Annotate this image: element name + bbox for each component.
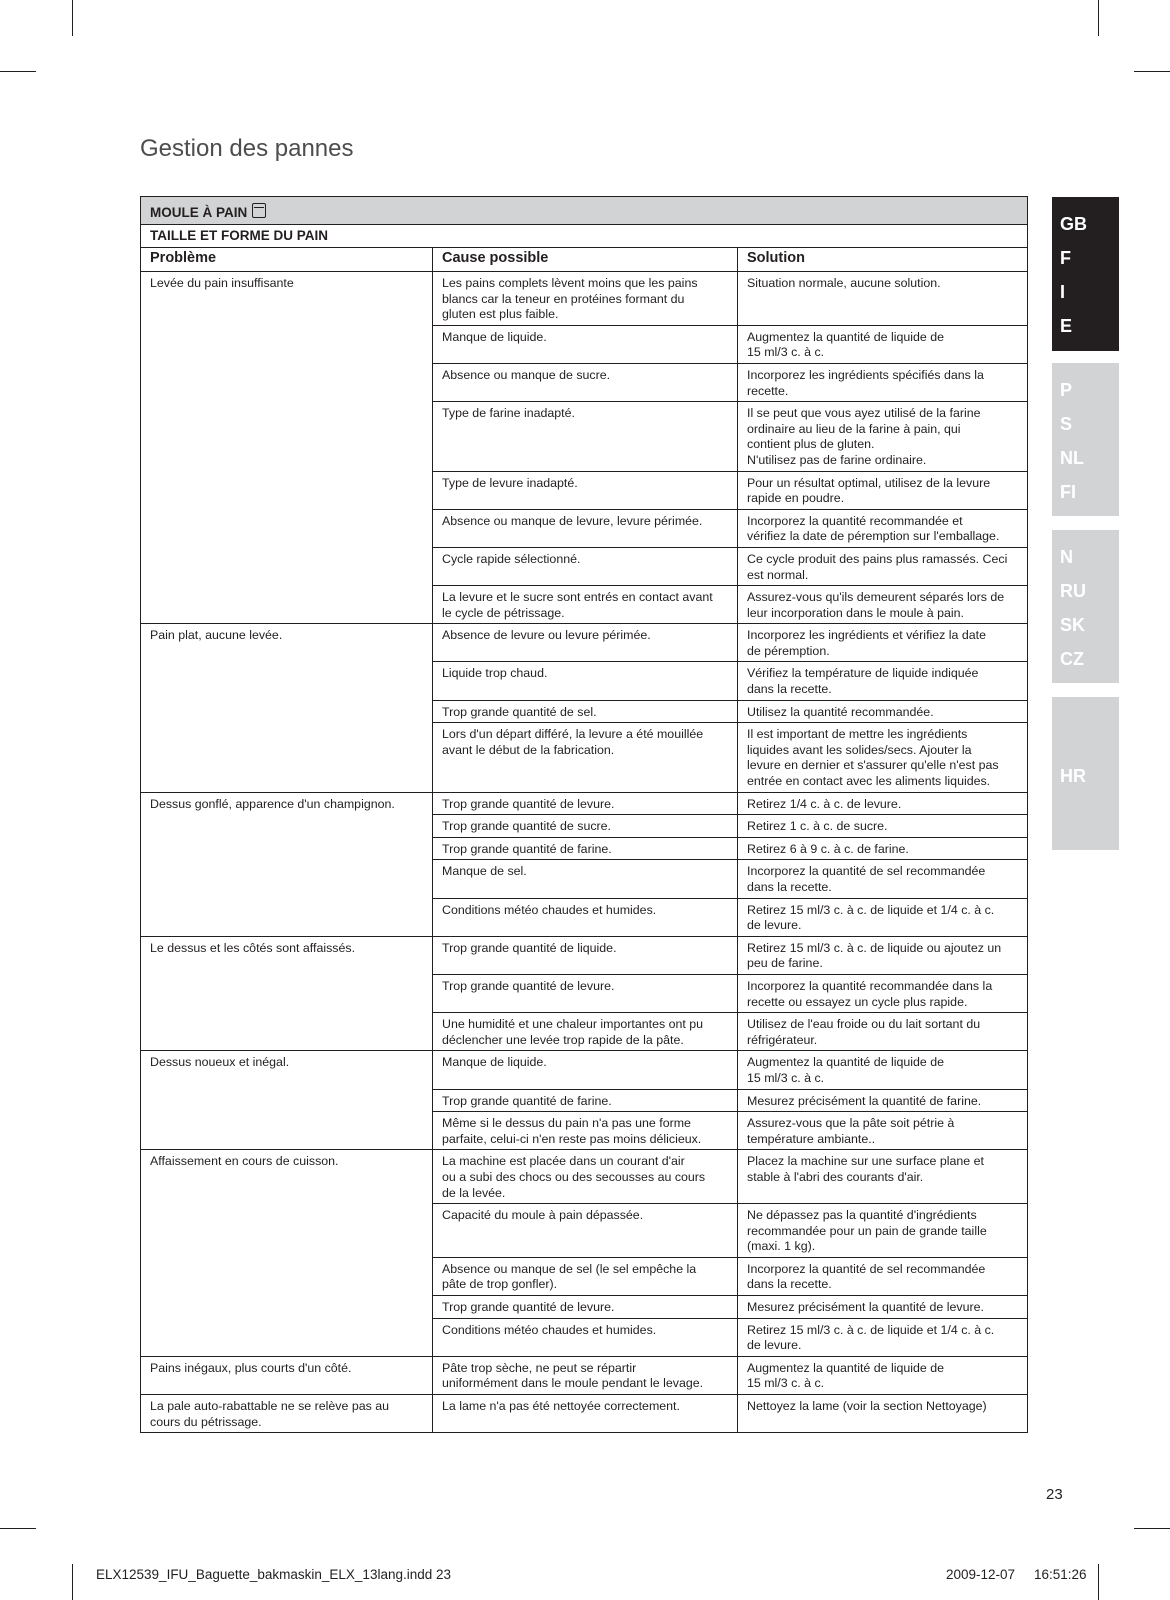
cause-cell: Lors d'un départ différé, la levure a été mouillée avant le début de la fabrication. — [433, 723, 738, 792]
table-body — [141, 272, 1028, 1433]
solution-cell: Incorporez la quantité de sel recommandée dans la recette. — [738, 860, 1028, 898]
cause-cell: Trop grande quantité de farine. — [433, 837, 738, 860]
table-row — [141, 272, 1028, 326]
language-code: N — [1060, 547, 1073, 567]
table-row — [141, 624, 1028, 662]
language-tab-group — [1052, 530, 1119, 683]
language-tab-group — [1052, 363, 1119, 516]
section-label: MOULE À PAIN — [150, 205, 248, 220]
problem-cell: La pale auto-rabattable ne se relève pas au cours du pétrissage. — [141, 1395, 433, 1433]
column-header-solution: Solution — [738, 248, 1028, 272]
solution-cell: Assurez-vous qu'ils demeurent séparés lors de leur incorporation dans le moule à pain. — [738, 586, 1028, 624]
solution-cell: Retirez 15 ml/3 c. à c. de liquide et 1/4 c. à c. de levure. — [738, 898, 1028, 936]
cause-cell: Liquide trop chaud. — [433, 662, 738, 700]
language-code: HR — [1060, 766, 1086, 786]
cause-cell: La machine est placée dans un courant d'air ou a subi des chocs ou des secousses au cours de la levée. — [433, 1150, 738, 1204]
table-row — [141, 1150, 1028, 1204]
subsection-header: TAILLE ET FORME DU PAIN — [141, 225, 1028, 248]
solution-cell: Placez la machine sur une surface plane et stable à l'abri des courants d'air. — [738, 1150, 1028, 1204]
crop-mark — [72, 1564, 73, 1600]
language-code: FI — [1060, 482, 1076, 502]
solution-cell: Mesurez précisément la quantité de farine. — [738, 1089, 1028, 1112]
solution-cell: Ce cycle produit des pains plus ramassés. Ceci est normal. — [738, 547, 1028, 585]
language-code: E — [1060, 316, 1073, 336]
solution-cell: Retirez 1 c. à c. de sucre. — [738, 815, 1028, 838]
cause-cell: Pâte trop sèche, ne peut se répartir uniformément dans le moule pendant le levage. — [433, 1356, 738, 1394]
solution-cell: Augmentez la quantité de liquide de 15 ml/3 c. à c. — [738, 325, 1028, 363]
problem-cell: Dessus gonflé, apparence d'un champignon. — [141, 792, 433, 936]
cause-cell: Absence de levure ou levure périmée. — [433, 624, 738, 662]
language-code: F — [1060, 248, 1071, 268]
cause-cell: Manque de liquide. — [433, 325, 738, 363]
column-header-cause: Cause possible — [433, 248, 738, 272]
language-code: GB — [1060, 214, 1087, 234]
solution-cell: Utilisez de l'eau froide ou du lait sortant du réfrigérateur. — [738, 1013, 1028, 1051]
cause-cell: Absence ou manque de sel (le sel empêche la pâte de trop gonfler). — [433, 1257, 738, 1295]
cause-cell: Manque de sel. — [433, 860, 738, 898]
solution-cell: Retirez 15 ml/3 c. à c. de liquide et 1/4 c. à c. de levure. — [738, 1318, 1028, 1356]
language-code: NL — [1060, 448, 1084, 468]
crop-mark — [1134, 71, 1170, 72]
solution-cell: Retirez 15 ml/3 c. à c. de liquide ou ajoutez un peu de farine. — [738, 936, 1028, 974]
solution-cell: Utilisez la quantité recommandée. — [738, 700, 1028, 723]
cause-cell: Les pains complets lèvent moins que les pains blancs car la teneur en protéines formant du gluten est plus faible. — [433, 272, 738, 326]
cause-cell: Trop grande quantité de levure. — [433, 1296, 738, 1319]
problem-cell: Levée du pain insuffisante — [141, 272, 433, 624]
solution-cell: Retirez 6 à 9 c. à c. de farine. — [738, 837, 1028, 860]
table-row — [141, 1356, 1028, 1394]
table-row — [141, 792, 1028, 815]
language-code: CZ — [1060, 649, 1084, 669]
cause-cell: Conditions météo chaudes et humides. — [433, 898, 738, 936]
language-code: SK — [1060, 615, 1086, 635]
cause-cell: Trop grande quantité de liquide. — [433, 936, 738, 974]
page-number: 23 — [1046, 1486, 1063, 1503]
problem-cell: Pains inégaux, plus courts d'un côté. — [141, 1356, 433, 1394]
crop-mark — [1134, 1528, 1170, 1529]
footer-date: 2009-12-07 — [946, 1567, 1016, 1582]
language-tab-group — [1052, 197, 1119, 351]
cause-cell: Trop grande quantité de sel. — [433, 700, 738, 723]
table-row — [141, 936, 1028, 974]
cause-cell: Type de farine inadapté. — [433, 402, 738, 471]
crop-mark — [0, 71, 36, 72]
crop-mark — [0, 1528, 36, 1529]
table-row — [141, 1051, 1028, 1089]
table-row — [141, 1395, 1028, 1433]
solution-cell: Incorporez la quantité recommandée dans la recette ou essayez un cycle plus rapide. — [738, 974, 1028, 1012]
page-title: Gestion des pannes — [140, 135, 354, 162]
problem-cell: Affaissement en cours de cuisson. — [141, 1150, 433, 1357]
solution-cell: Incorporez la quantité recommandée et vérifiez la date de péremption sur l'emballage. — [738, 509, 1028, 547]
cause-cell: Trop grande quantité de levure. — [433, 792, 738, 815]
bread-pan-icon — [252, 203, 266, 218]
crop-mark — [1098, 1564, 1099, 1600]
solution-cell: Situation normale, aucune solution. — [738, 272, 1028, 326]
problem-cell: Le dessus et les côtés sont affaissés. — [141, 936, 433, 1051]
footer-time: 16:51:26 — [1034, 1567, 1087, 1582]
cause-cell: Trop grande quantité de farine. — [433, 1089, 738, 1112]
section-header — [141, 197, 1028, 225]
solution-cell: Assurez-vous que la pâte soit pétrie à température ambiante.. — [738, 1112, 1028, 1150]
solution-cell: Incorporez les ingrédients et vérifiez la date de péremption. — [738, 624, 1028, 662]
solution-cell: Augmentez la quantité de liquide de 15 ml/3 c. à c. — [738, 1356, 1028, 1394]
cause-cell: Trop grande quantité de levure. — [433, 974, 738, 1012]
solution-cell: Vérifiez la température de liquide indiquée dans la recette. — [738, 662, 1028, 700]
solution-cell: Ne dépassez pas la quantité d'ingrédients recommandée pour un pain de grande taille (maxi. 1 kg). — [738, 1204, 1028, 1258]
solution-cell: Incorporez la quantité de sel recommandée dans la recette. — [738, 1257, 1028, 1295]
cause-cell: Absence ou manque de levure, levure périmée. — [433, 509, 738, 547]
cause-cell: Cycle rapide sélectionné. — [433, 547, 738, 585]
language-code: I — [1060, 282, 1066, 302]
problem-cell: Pain plat, aucune levée. — [141, 624, 433, 792]
solution-cell: Nettoyez la lame (voir la section Nettoyage) — [738, 1395, 1028, 1433]
cause-cell: Une humidité et une chaleur importantes ont pu déclencher une levée trop rapide de la pâte. — [433, 1013, 738, 1051]
solution-cell: Augmentez la quantité de liquide de 15 ml/3 c. à c. — [738, 1051, 1028, 1089]
cause-cell: Même si le dessus du pain n'a pas une forme parfaite, celui-ci n'en reste pas moins délicieux. — [433, 1112, 738, 1150]
cause-cell: Trop grande quantité de sucre. — [433, 815, 738, 838]
problem-cell: Dessus noueux et inégal. — [141, 1051, 433, 1150]
footer-filename: ELX12539_IFU_Baguette_bakmaskin_ELX_13lang.indd 23 — [96, 1567, 452, 1582]
cause-cell: Type de levure inadapté. — [433, 471, 738, 509]
column-header-problem: Problème — [141, 248, 433, 272]
troubleshooting-table — [140, 196, 1028, 1433]
language-code: RU — [1060, 581, 1086, 601]
cause-cell: Manque de liquide. — [433, 1051, 738, 1089]
language-code: P — [1060, 380, 1073, 400]
solution-cell: Il est important de mettre les ingrédients liquides avant les solides/secs. Ajouter la levure en dernier et s'assurer qu'elle n'est pas entrée en contact avec les aliments liquides. — [738, 723, 1028, 792]
cause-cell: Conditions météo chaudes et humides. — [433, 1318, 738, 1356]
cause-cell: La levure et le sucre sont entrés en contact avant le cycle de pétrissage. — [433, 586, 738, 624]
cause-cell: Absence ou manque de sucre. — [433, 363, 738, 401]
solution-cell: Pour un résultat optimal, utilisez de la levure rapide en poudre. — [738, 471, 1028, 509]
solution-cell: Il se peut que vous ayez utilisé de la farine ordinaire au lieu de la farine à pain, qui contient plus de gluten. N'utilisez pas de farine ordinaire. — [738, 402, 1028, 471]
crop-mark — [72, 0, 73, 36]
solution-cell: Incorporez les ingrédients spécifiés dans la recette. — [738, 363, 1028, 401]
cause-cell: Capacité du moule à pain dépassée. — [433, 1204, 738, 1258]
solution-cell: Retirez 1/4 c. à c. de levure. — [738, 792, 1028, 815]
language-tab-group — [1052, 697, 1119, 850]
crop-mark — [1098, 0, 1099, 36]
cause-cell: La lame n'a pas été nettoyée correctement. — [433, 1395, 738, 1433]
solution-cell: Mesurez précisément la quantité de levure. — [738, 1296, 1028, 1319]
language-code: S — [1060, 414, 1073, 434]
